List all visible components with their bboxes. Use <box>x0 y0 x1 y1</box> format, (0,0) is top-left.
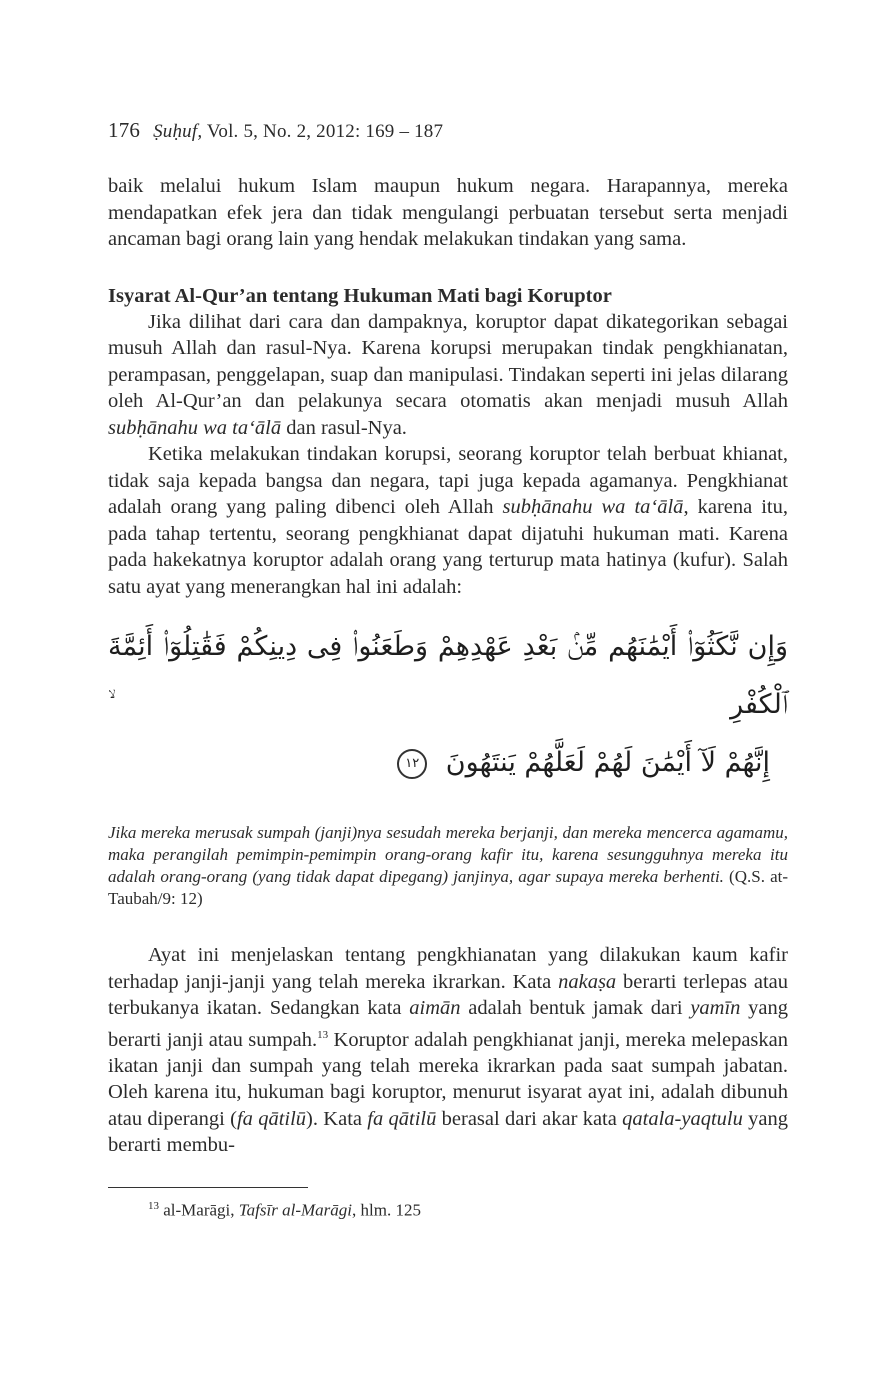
paragraph-4: Ayat ini menjelaskan tentang pengkhianatan yang dilakukan kaum kafir terhadap janji-janji yang telah mereka ikrarkan. Kata nakaṣa berarti terlepas atau terbukanya ikatan. Sedangkan kata aimān adalah bentuk jamak dari yamīn yang berarti janji atau sumpah.$^{13}$ Koruptor adalah pengkhianat janji, mereka melepaskan ikatan janji dan sumpah yang telah mereka ikrarkan pada saat sumpah jabatan. Oleh karena itu, hukuman bagi koruptor, menurut isyarat ayat ini, adalah dibunuh atau diperangi (fa qātilū). Kata fa qātilū berasal dari akar kata qatala-yaqtulu yang berarti membu- <box>108 944 789 1157</box>
verse-number-icon: ١٢ <box>397 749 427 779</box>
quran-verse <box>108 618 788 792</box>
paragraph-3: Ketika melakukan tindakan korupsi, seorang koruptor telah berbuat khianat, tidak saja kepada bangsa dan negara, tapi juga kepada agamanya. Pengkhianat adalah orang yang paling dibenci oleh Allah subḥānahu wa ta‘ālā, karena itu, pada tahap tertentu, seorang pengkhianat dapat dijatuhi hukuman mati. Karena pada hakekatnya koruptor adalah orang yang terturup mata hatinya (kufur). Salah satu ayat yang menerangkan hal ini adalah: <box>108 443 789 598</box>
citation: Vol. 5, No. 2, 2012: 169 – 187 <box>206 121 444 142</box>
page-number: 176 <box>108 118 141 142</box>
journal-name: Ṣuḥuf, <box>153 121 203 142</box>
verse-line-1: وَإِن نَّكَثُوٓا۟ أَيْمَٰنَهُم مِّنۢ بَعْدِ عَهْدِهِمْ وَطَعَنُوا۟ فِى دِينِكُمْ فَقَٰتِلُوٓا۟ أَئِمَّةَ ٱلْكُفْرِ ۙ <box>108 631 788 720</box>
footnote-divider <box>108 1187 308 1188</box>
paragraph-2: Jika dilihat dari cara dan dampaknya, koruptor dapat dikategorikan sebagai musuh Allah dan rasul-Nya. Karena korupsi merupakan tindak pengkhianatan, perampasan, penggelapan, suap dan manipulasi. Tindakan seperti ini jelas dilarang oleh Al-Qur’an dan pelakunya secara otomatis akan menjadi musuh Allah subḥānahu wa ta‘ālā dan rasul-Nya. <box>108 310 788 439</box>
verse-line-2: إِنَّهُمْ لَآ أَيْمَٰنَ لَهُمْ لَعَلَّهُمْ يَنتَهُونَ ١٢ <box>108 734 788 792</box>
footnote: $^{13}$ al-Marāgi, Tafsīr al-Marāgi, hlm. 125 <box>148 1199 421 1220</box>
section-heading: Isyarat Al-Qur’an tentang Hukuman Mati bagi Koruptor <box>108 284 612 307</box>
verse-translation: Jika mereka merusak sumpah (janji)nya sesudah mereka berjanji, dan mereka mencerca agamamu, maka perangilah pemimpin-pemimpin orang-orang kafir itu, karena sesungguhnya mereka itu adalah orang-orang (yang tidak dapat dipegang) janjinya, agar supaya mereka berhenti. (Q.S. at-Taubah/9: 12) <box>108 823 789 908</box>
footnote-ref: 13 <box>317 1028 329 1041</box>
paragraph-1: baik melalui hukum Islam maupun hukum negara. Harapannya, mereka mendapatkan efek jera dan tidak mengulangi perbuatan tersebut serta menjadi ancaman bagi orang lain yang hendak melakukan tindakan yang sama. <box>108 175 788 250</box>
running-header <box>108 118 788 143</box>
page-body <box>108 118 788 1220</box>
